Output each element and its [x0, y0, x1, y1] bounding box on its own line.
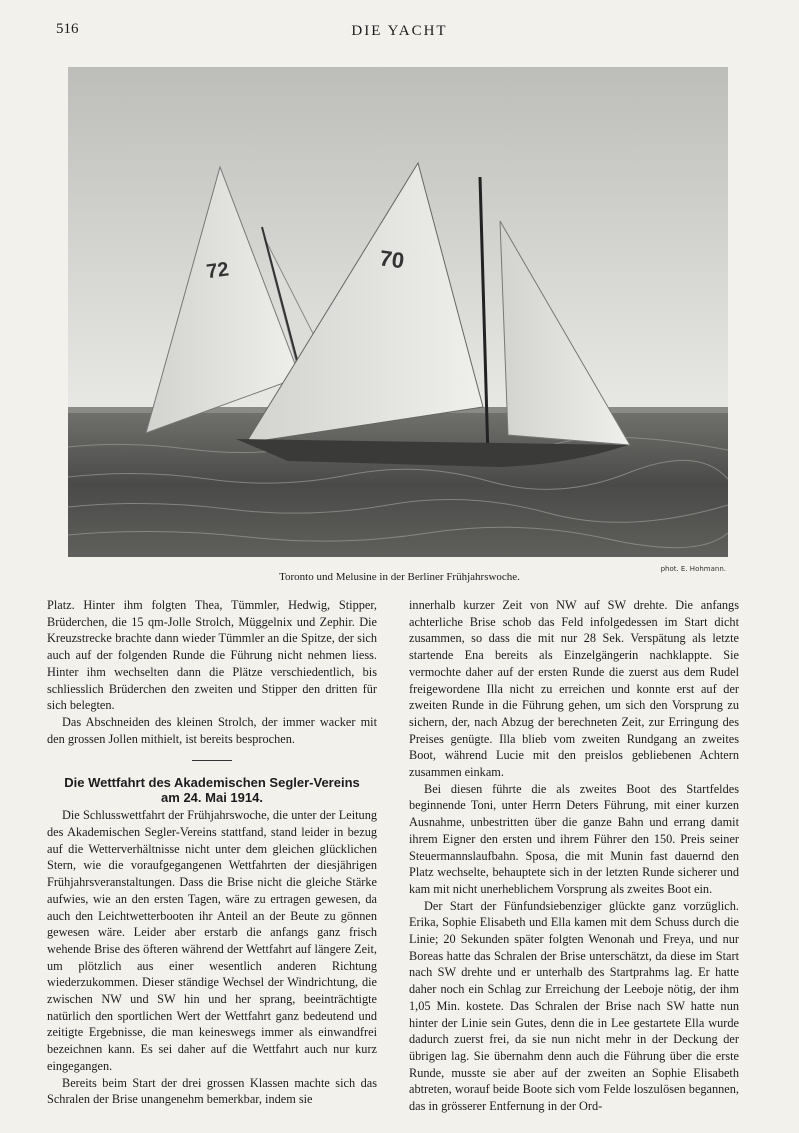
- figure-caption: Toronto und Melusine in der Berliner Frühjahrswoche.: [279, 571, 520, 583]
- section-divider: [192, 760, 232, 761]
- paragraph: Die Schlusswettfahrt der Frühjahrswoche, die unter der Leitung des Akademischen Segler-Vereins stattfand, stand leider in bezug auf die Wetterverhältnisse nicht unter dem gleichen glücklichen Stern, wie die voraufgegangenen Wettfahrten der diesjährigen Frühjahrsveranstaltungen. Dass die Brise nicht die gleiche Stärke aufwies, wie an den ersten Tagen, wäre zu ertragen gewesen, da auch den Leichtwetterbooten ihr Anteil an der Beute zu gönnen gewesen wäre. Leider aber erstarb die anfangs ganz frisch wehende Brise des öfteren während der Wettfahrt auf längere Zeit, um plötzlich aus einer wesentlich anderen Richtung wiederzukommen. Dieser ständige Wechsel der Windrichtung, die zwischen NW und SW hin und her sprang, beeinträchtigte natürlich den sportlichen Wert der Wettfahrt ganz bedeutend und zeitigte Ergebnisse, die man keineswegs immer als einwandfrei bezeichnen kann. Es sei daher auf die Wettfahrt auch nur kurz eingegangen.: [47, 808, 377, 1073]
- page-number: 516: [56, 21, 79, 37]
- left-column: [47, 597, 377, 1108]
- photo-credit: phot. E. Hohmann.: [660, 565, 726, 573]
- article-title-line: Die Wettfahrt des Akademischen Segler-Vereins: [64, 775, 360, 791]
- article-title: [47, 775, 377, 805]
- paragraph: Bereits beim Start der drei grossen Klassen machte sich das Schralen der Brise unangenehm bemerkbar, indem sie: [47, 1075, 377, 1107]
- sailboat-photo: [68, 67, 728, 557]
- paragraph: Der Start der Fünfundsiebenziger glückte ganz vorzüglich. Erika, Sophie Elisabeth und Ella kamen mit dem Schuss durch die Linie; 20 Sekunden später folgten Wenonah und Freya, und nur Boreas hatte das Schralen der Brise unterschätzt, da diese im Start nach SW drehte und er unterhalb des Startprahms lag. Er hatte daher noch ein Schlag zur Erreichung der Leeboje nötig, der ihm 1,05 Min. kostete. Das Schralen der Brise nach SW hatte nun hinter der Linie sein Gutes, denn die in Lee gestartete Ella wurde dadurch zuerst frei, da sie nun nicht mehr in der Deckung der übrigen lag. Sie übernahm denn auch die Führung über die erste Runde, musste sie aber auf der zweiten an Sophie Elisabeth abtreten, worauf beide Boote sich vom Felde loszulösen begannen, das in grösserer Entfernung in der Ord-: [409, 898, 739, 1114]
- sail-number-70: 70: [378, 245, 406, 274]
- paragraph: innerhalb kurzer Zeit von NW auf SW drehte. Die anfangs achterliche Brise schob das Feld infolgedessen im Start dicht zusammen, so dass die mit nur 28 Sek. Verspätung als letzte startende Ena bereits als Einzelgängerin nachklappte. Sie vermochte daher auf der ersten Runde die zuerst aus dem Rudel freigewordene Illa nicht zu erreichen und konnte erst auf der zweiten Runde in die Führung gehen, um sich den Vorsprung zu sichern, der, nach Abzug der berechneten Zeit, zur Erringung des Preises genügte. Illa blieb vom zweiten Rundgang an zweites Boot, während Lucie mit den preislos gebliebenen Achtern zusammen einkam.: [409, 598, 739, 780]
- article-title-line: am 24. Mai 1914.: [161, 790, 263, 806]
- right-column: [409, 597, 739, 1115]
- paragraph: Bei diesen führte die als zweites Boot des Startfeldes beginnende Toni, unter Herrn Deters Führung, mit einer kurzen Ausnahme, unbestritten über die ganze Bahn und errang damit ihrem Eigner den ersten und ihrem Führer den 150. Preis seiner Steuermannslaufbahn. Sposa, die mit Munin fast dauernd den Platz wechselte, behauptete sich in der letzten Runde sicherer und kam mit nicht unerheblichem Vorsprung als zweites Boot ein.: [409, 781, 739, 896]
- paragraph: Platz. Hinter ihm folgten Thea, Tümmler, Hedwig, Stipper, Brüderchen, die 15 qm-Jolle Strolch, Müggelnix und Zephir. Die Kreuzstrecke brachte dann wieder Tümmler an die Spitze, der sich auch auf der folgenden Runde die Führung nicht nehmen liess. Hinter ihm wechselten dann die Plätze verschiedentlich, bis schliesslich Brüderchen den zweiten und Stipper den dritten für sich belegten.: [47, 598, 377, 713]
- paragraph: Das Abschneiden des kleinen Strolch, der immer wacker mit den grossen Jollen mithielt, ist bereits besprochen.: [47, 714, 377, 746]
- sail-number-72: 72: [205, 258, 231, 284]
- running-head: DIE YACHT: [351, 23, 448, 39]
